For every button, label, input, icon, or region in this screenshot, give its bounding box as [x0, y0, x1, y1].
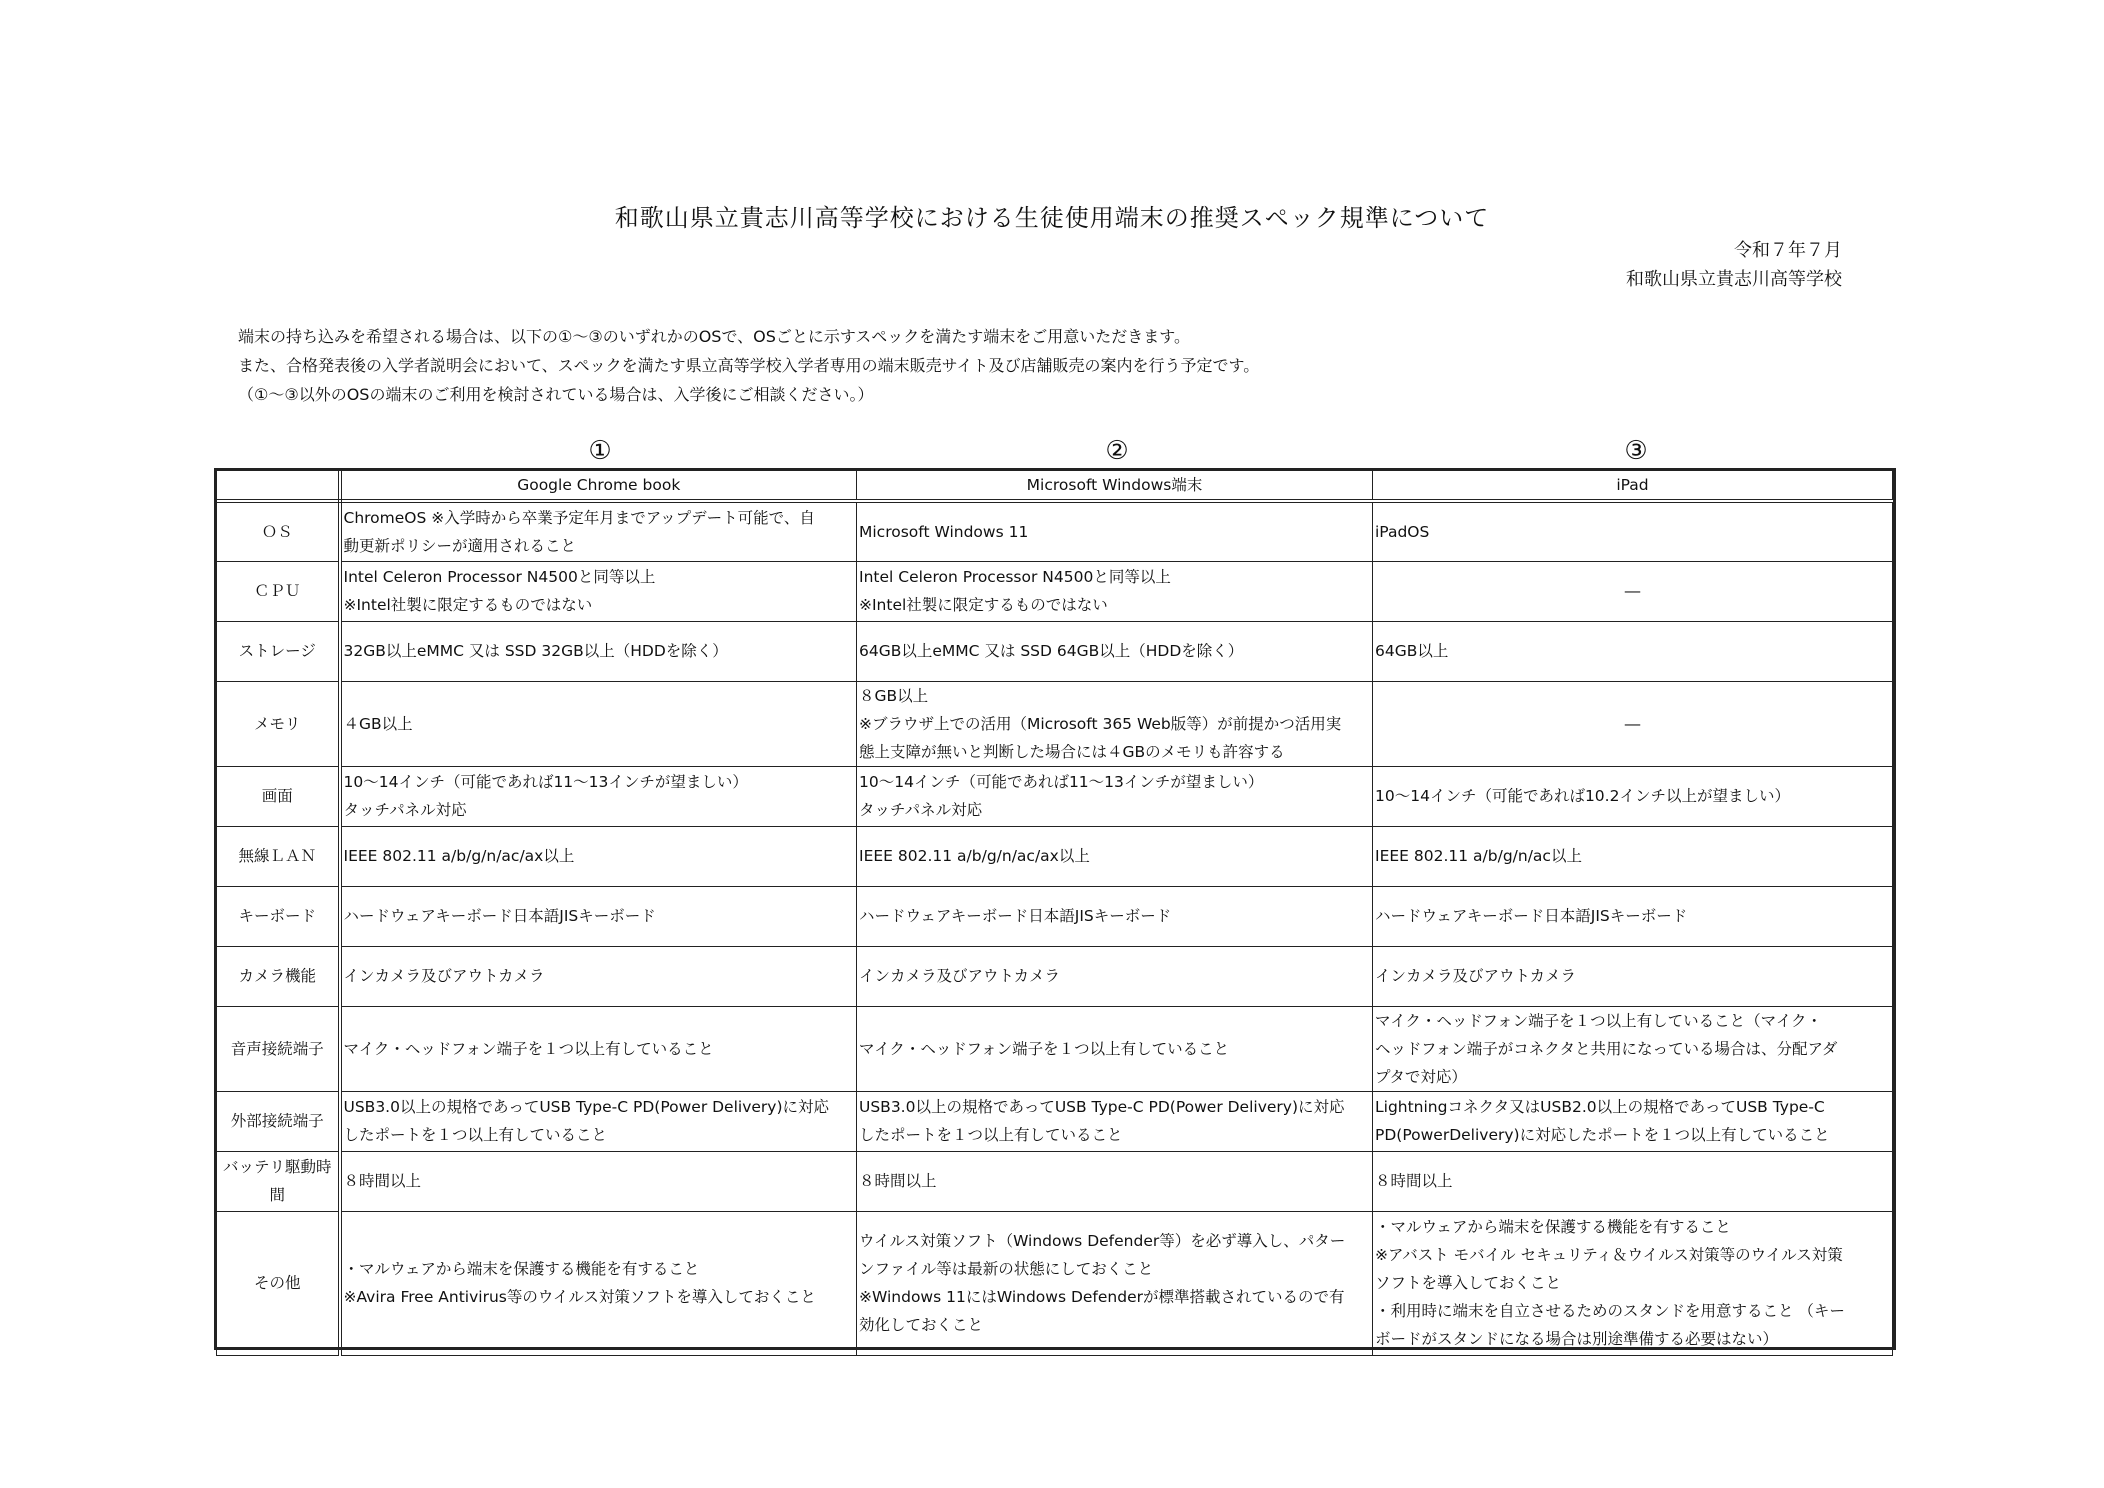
cell-line: タッチパネル対応: [859, 801, 983, 819]
table-row: [217, 1211, 1893, 1355]
intro-line: （①～③以外のOSの端末のご利用を検討されている場合は、入学後にご相談ください。）: [238, 385, 874, 404]
cell-line: ８時間以上: [859, 1172, 937, 1190]
cell-line: ChromeOS ※入学時から卒業予定年月までアップデート可能で、自: [343, 508, 815, 527]
table-row: [217, 1006, 1893, 1091]
cell-line: マイク・ヘッドフォン端子を１つ以上有していること: [343, 1039, 714, 1058]
row-label: ＣＰＵ: [217, 561, 340, 621]
spec-cell-c3: [1373, 886, 1893, 946]
spec-cell-c3: [1373, 501, 1893, 561]
spec-cell-c2: [857, 1211, 1373, 1355]
spec-cell-c2: [857, 946, 1373, 1006]
spec-cell-c1: [340, 1211, 857, 1355]
table-row: [217, 766, 1893, 826]
spec-cell-c1: [340, 621, 857, 681]
cell-line: ※Avira Free Antivirus等のウイルス対策ソフトを導入しておくこと: [343, 1288, 816, 1306]
cell-line: ・マルウェアから端末を保護する機能を有すること: [1375, 1218, 1731, 1236]
cell-line: 64GB以上: [1375, 642, 1449, 660]
spec-cell-c3: [1373, 561, 1893, 621]
cell-line: インカメラ及びアウトカメラ: [859, 967, 1061, 985]
intro-line: 端末の持ち込みを希望される場合は、以下の①～③のいずれかのOSで、OSごとに示すスペックを満たす端末をご用意いただきます。: [238, 327, 1190, 346]
row-label: 音声接続端子: [217, 1006, 340, 1091]
spec-cell-c1: [340, 681, 857, 766]
header-cell-ipad: iPad: [1373, 471, 1893, 502]
spec-cell-c3: [1373, 1151, 1893, 1211]
spec-cell-c2: [857, 886, 1373, 946]
spec-cell-c3: [1373, 766, 1893, 826]
cell-line: ８時間以上: [1375, 1172, 1453, 1190]
cell-line: タッチパネル対応: [343, 801, 467, 819]
cell-line: したポートを１つ以上有していること: [859, 1126, 1123, 1144]
table-row: [217, 886, 1893, 946]
cell-line: ウイルス対策ソフト（Windows Defender等）を必ず導入し、パター: [859, 1232, 1346, 1250]
spec-cell-c3: [1373, 1091, 1893, 1151]
row-label: メモリ: [217, 681, 340, 766]
cell-line: ―: [1624, 582, 1641, 600]
cell-line: ※Intel社製に限定するものではない: [859, 596, 1108, 614]
table-row: [217, 826, 1893, 886]
spec-cell-c2: [857, 621, 1373, 681]
spec-cell-c1: [340, 826, 857, 886]
row-label: ＯＳ: [217, 501, 340, 561]
cell-line: ハードウェアキーボード日本語JISキーボード: [859, 907, 1172, 925]
cell-line: ―: [1624, 714, 1641, 733]
row-label: 外部接続端子: [217, 1091, 340, 1151]
cell-line: USB3.0以上の規格であってUSB Type-C PD(Power Delivery)に対応: [859, 1098, 1345, 1116]
table-row: [217, 561, 1893, 621]
cell-line: Lightningコネクタ又はUSB2.0以上の規格であってUSB Type-C: [1375, 1098, 1825, 1116]
cell-line: IEEE 802.11 a/b/g/n/ac以上: [1375, 847, 1582, 865]
cell-line: マイク・ヘッドフォン端子を１つ以上有していること（マイク・: [1375, 1011, 1823, 1030]
header-cell-windows: Microsoft Windows端末: [857, 471, 1373, 502]
cell-line: PD(PowerDelivery)に対応したポートを１つ以上有していること: [1375, 1126, 1830, 1144]
table-header-row: [217, 471, 1893, 502]
row-label: ストレージ: [217, 621, 340, 681]
spec-cell-c1: [340, 1006, 857, 1091]
spec-cell-c1: [340, 946, 857, 1006]
column-number-2: ②: [1105, 436, 1129, 466]
cell-line: マイク・ヘッドフォン端子を１つ以上有していること: [859, 1039, 1230, 1058]
header-cell-blank: [217, 471, 340, 502]
cell-line: ８GB以上: [859, 686, 929, 705]
spec-cell-c2: [857, 826, 1373, 886]
spec-cell-c3: [1373, 1006, 1893, 1091]
cell-line: プタで対応）: [1375, 1067, 1467, 1086]
cell-line: iPadOS: [1375, 522, 1430, 541]
column-number-3: ③: [1624, 436, 1648, 466]
row-label: キーボード: [217, 886, 340, 946]
table-row: [217, 1151, 1893, 1211]
table-row: [217, 946, 1893, 1006]
cell-line: 32GB以上eMMC 又は SSD 32GB以上（HDDを除く）: [343, 642, 728, 660]
spec-cell-c2: [857, 1091, 1373, 1151]
cell-line: Intel Celeron Processor N4500と同等以上: [859, 568, 1171, 586]
cell-line: 64GB以上eMMC 又は SSD 64GB以上（HDDを除く）: [859, 642, 1244, 660]
cell-line: 動更新ポリシーが適用されること: [343, 536, 577, 555]
spec-cell-c1: [340, 1091, 857, 1151]
cell-line: インカメラ及びアウトカメラ: [1375, 967, 1577, 985]
spec-cell-c1: [340, 561, 857, 621]
cell-line: ※ブラウザ上での活用（Microsoft 365 Web版等）が前提かつ活用実: [859, 714, 1342, 733]
spec-cell-c1: [340, 766, 857, 826]
cell-line: ソフトを導入しておくこと: [1375, 1274, 1562, 1292]
cell-line: ヘッドフォン端子がコネクタと共用になっている場合は、分配アダ: [1375, 1039, 1838, 1058]
spec-cell-c1: [340, 501, 857, 561]
intro-line: また、合格発表後の入学者説明会において、スペックを満たす県立高等学校入学者専用の端末販売サイト及び店舗販売の案内を行う予定です。: [238, 356, 1260, 375]
cell-line: 10～14インチ（可能であれば10.2インチ以上が望ましい）: [1375, 787, 1790, 805]
spec-cell-c2: [857, 766, 1373, 826]
row-label: 無線ＬＡＮ: [217, 826, 340, 886]
cell-line: USB3.0以上の規格であってUSB Type-C PD(Power Delivery)に対応: [343, 1098, 830, 1116]
row-label: その他: [217, 1211, 340, 1355]
cell-line: したポートを１つ以上有していること: [343, 1126, 608, 1144]
cell-line: 10～14インチ（可能であれば11～13インチが望ましい）: [343, 773, 748, 791]
spec-cell-c2: [857, 1006, 1373, 1091]
intro-text: [238, 322, 1259, 409]
cell-line: IEEE 802.11 a/b/g/n/ac/ax以上: [859, 847, 1090, 865]
cell-line: ４GB以上: [343, 714, 413, 733]
spec-cell-c2: [857, 1151, 1373, 1211]
school-name: 和歌山県立貴志川高等学校: [1626, 269, 1842, 290]
cell-line: 10～14インチ（可能であれば11～13インチが望ましい）: [859, 773, 1264, 791]
cell-line: ※アバスト モバイル セキュリティ＆ウイルス対策等のウイルス対策: [1375, 1246, 1843, 1264]
column-numbers: [0, 436, 2104, 470]
spec-cell-c1: [340, 1151, 857, 1211]
spec-cell-c2: [857, 561, 1373, 621]
cell-line: ８時間以上: [343, 1172, 422, 1190]
cell-line: ハードウェアキーボード日本語JISキーボード: [343, 907, 656, 925]
cell-line: インカメラ及びアウトカメラ: [343, 967, 545, 985]
cell-line: 態上支障が無いと判断した場合には４GBのメモリも許容する: [859, 742, 1285, 761]
cell-line: 効化しておくこと: [859, 1316, 984, 1334]
column-number-1: ①: [588, 436, 612, 466]
spec-cell-c2: [857, 681, 1373, 766]
cell-line: ボードがスタンドになる場合は別途準備する必要はない）: [1375, 1330, 1779, 1348]
spec-cell-c3: [1373, 1211, 1893, 1355]
table-row: [217, 681, 1893, 766]
spec-cell-c3: [1373, 946, 1893, 1006]
cell-line: ンファイル等は最新の状態にしておくこと: [859, 1260, 1154, 1278]
spec-cell-c1: [340, 886, 857, 946]
table-row: [217, 621, 1893, 681]
spec-cell-c3: [1373, 826, 1893, 886]
row-label: 画面: [217, 766, 340, 826]
spec-table: [216, 470, 1893, 1356]
table-row: [217, 1091, 1893, 1151]
cell-line: ※Intel社製に限定するものではない: [343, 596, 593, 614]
row-label: バッテリ駆動時間: [217, 1151, 340, 1211]
issue-date: 令和７年７月: [1734, 240, 1842, 261]
cell-line: ・利用時に端末を自立させるためのスタンドを用意すること （キー: [1375, 1302, 1845, 1320]
cell-line: ※Windows 11にはWindows Defenderが標準搭載されているので有: [859, 1288, 1345, 1306]
spec-cell-c3: [1373, 621, 1893, 681]
spec-cell-c2: [857, 501, 1373, 561]
page-title: 和歌山県立貴志川高等学校における生徒使用端末の推奨スペック規準について: [614, 204, 1490, 232]
row-label: カメラ機能: [217, 946, 340, 1006]
cell-line: Intel Celeron Processor N4500と同等以上: [343, 568, 656, 586]
cell-line: Microsoft Windows 11: [859, 522, 1029, 541]
cell-line: ・マルウェアから端末を保護する機能を有すること: [343, 1260, 700, 1278]
cell-line: IEEE 802.11 a/b/g/n/ac/ax以上: [343, 847, 575, 865]
cell-line: ハードウェアキーボード日本語JISキーボード: [1375, 907, 1688, 925]
header-cell-chromebook: Google Chrome book: [340, 471, 857, 502]
table-row: [217, 501, 1893, 561]
spec-cell-c3: [1373, 681, 1893, 766]
